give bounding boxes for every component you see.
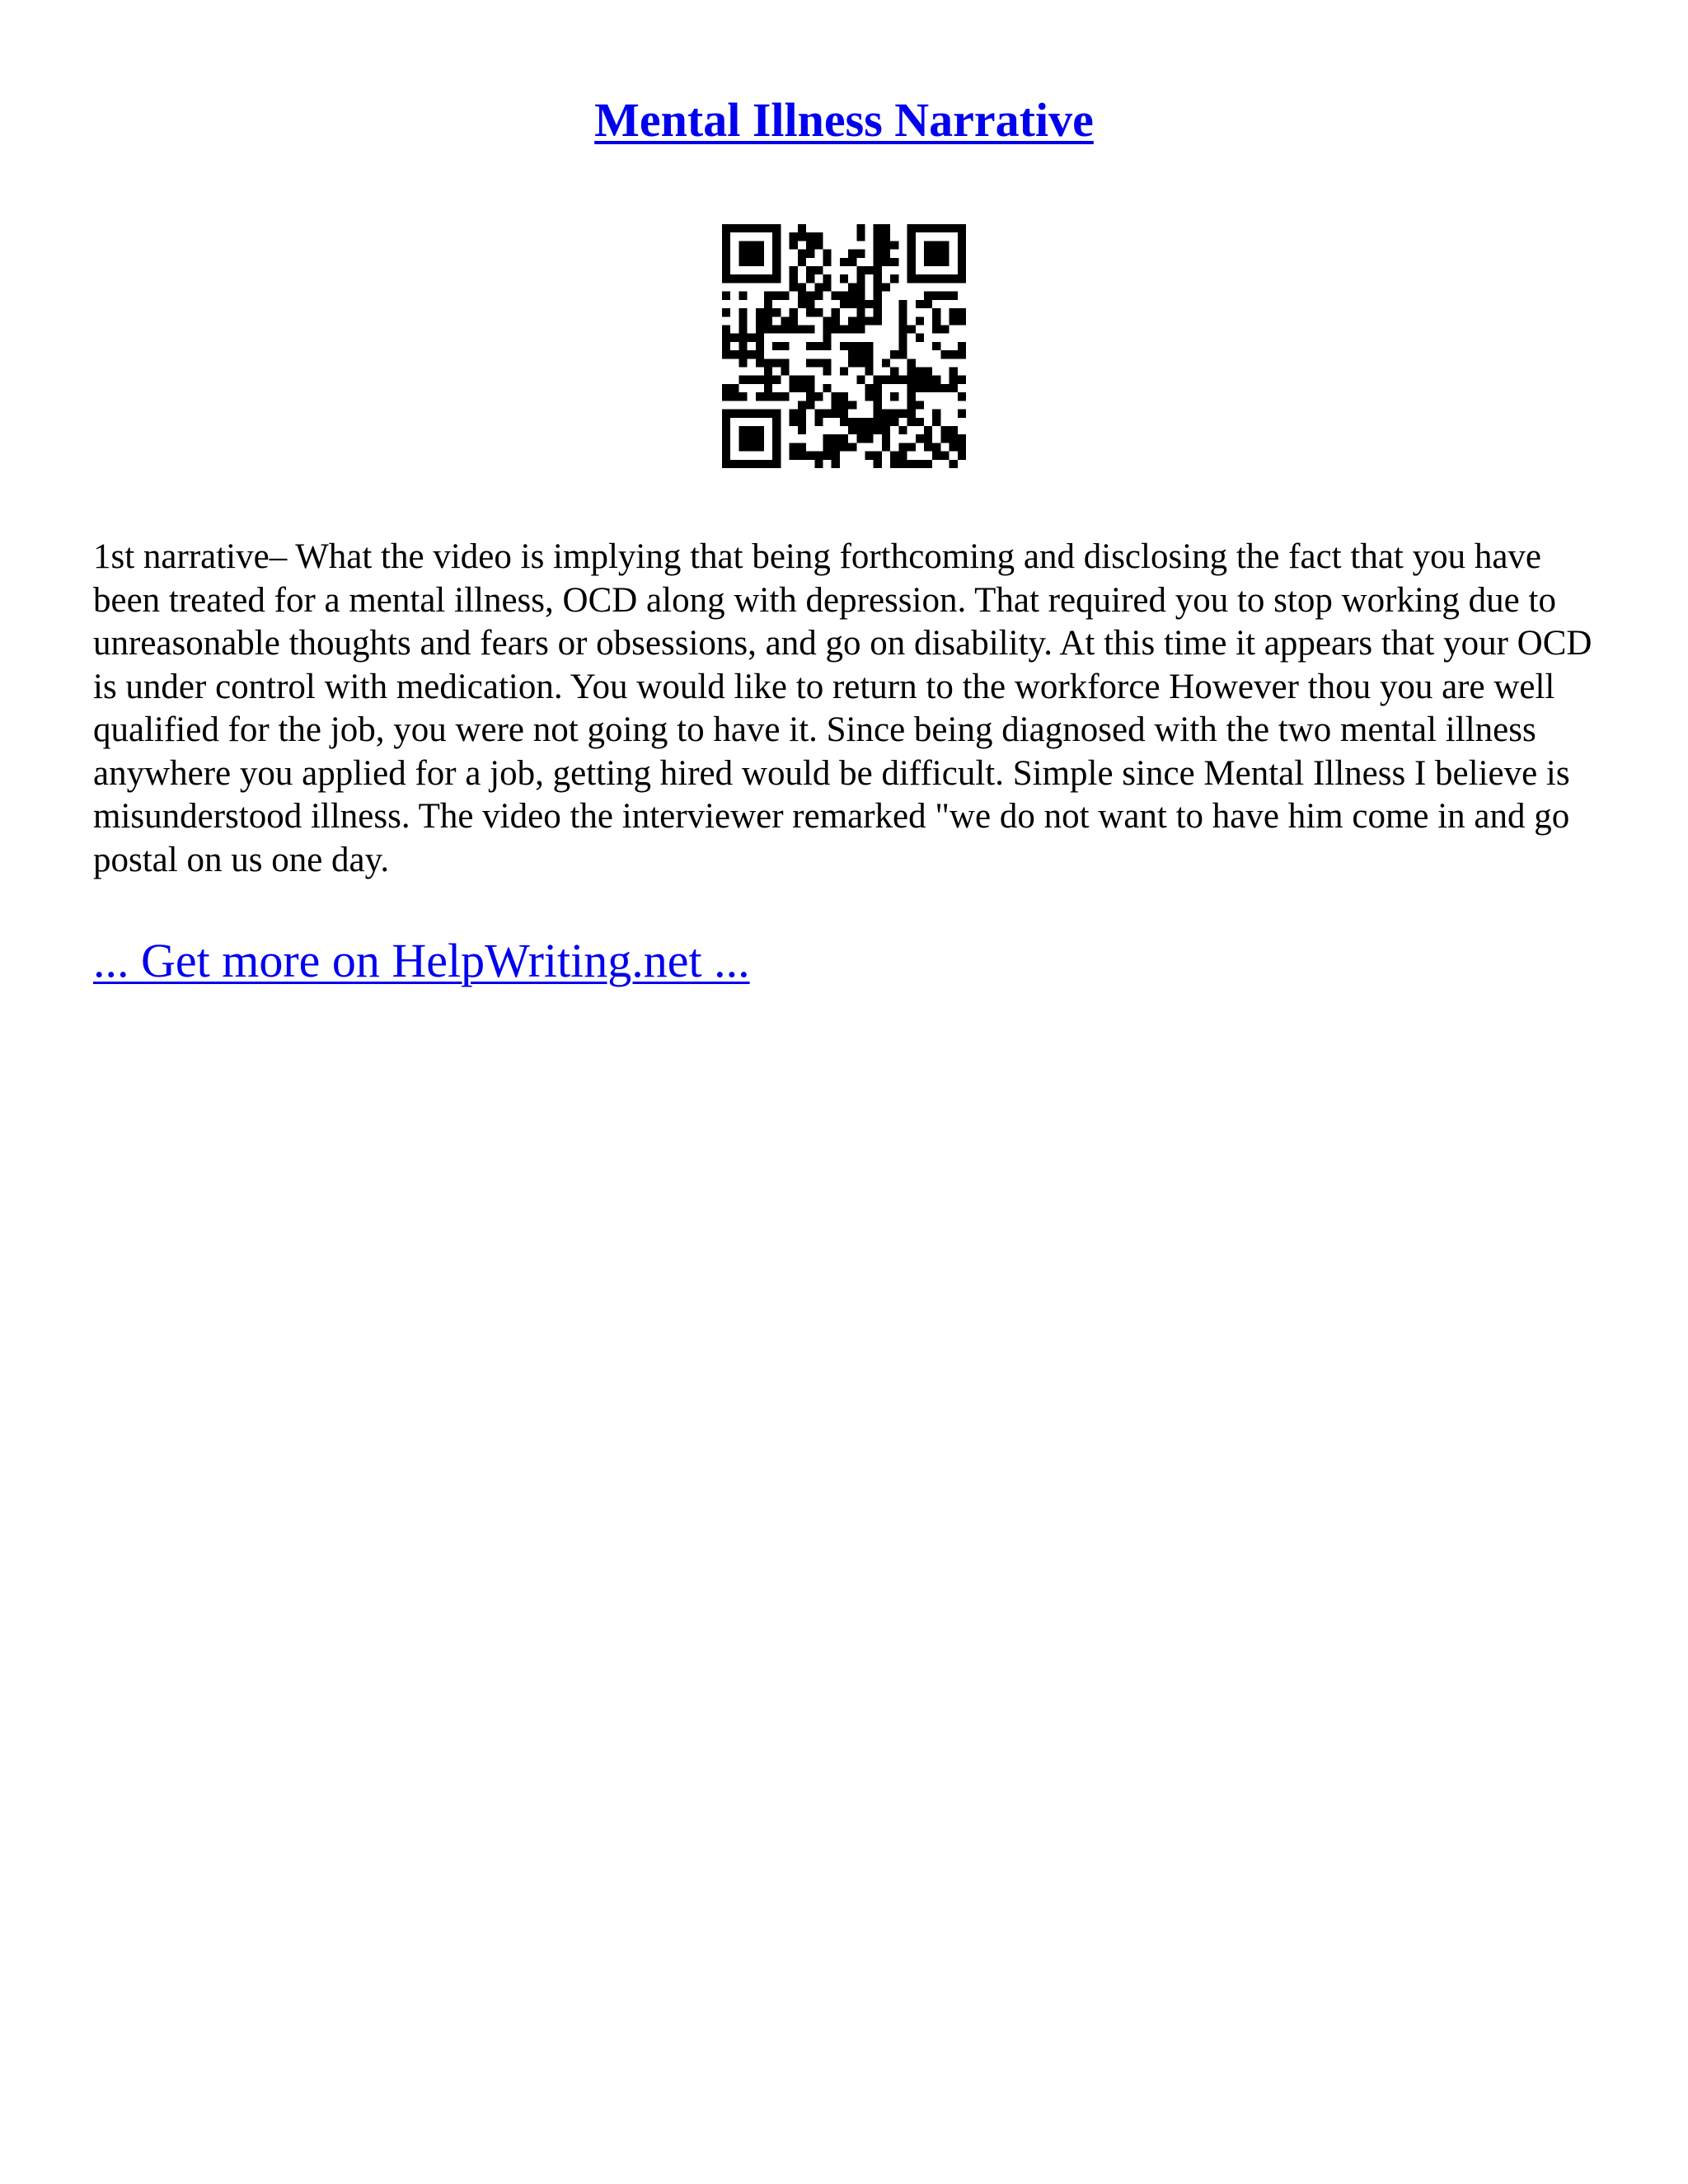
title-link[interactable]: Mental Illness Narrative: [594, 93, 1094, 147]
narrative-paragraph: 1st narrative– What the video is implying that being forthcoming and disclosing the fact that you have been treated for a mental illness, OCD along with depression. That required you to stop working due to unreasonable thoughts and fears or obsessions, and go on disability. At this time it appears that your OCD is under control with medication. You would like to return to the workforce However thou you are well qualified for the job, you were not going to have it. Since being diagnosed with the two mental illness anywhere you applied for a job, getting hired would be difficult. Simple since Mental Illness I believe is misunderstood illness. The video the interviewer remarked "we do not want to have him come in and go postal on us one day.: [93, 537, 1592, 879]
page-title: [0, 89, 1688, 152]
get-more-link[interactable]: ... Get more on HelpWriting.net ...: [93, 934, 750, 987]
more-link-line: [93, 930, 750, 992]
qr-code-icon: [722, 224, 966, 468]
